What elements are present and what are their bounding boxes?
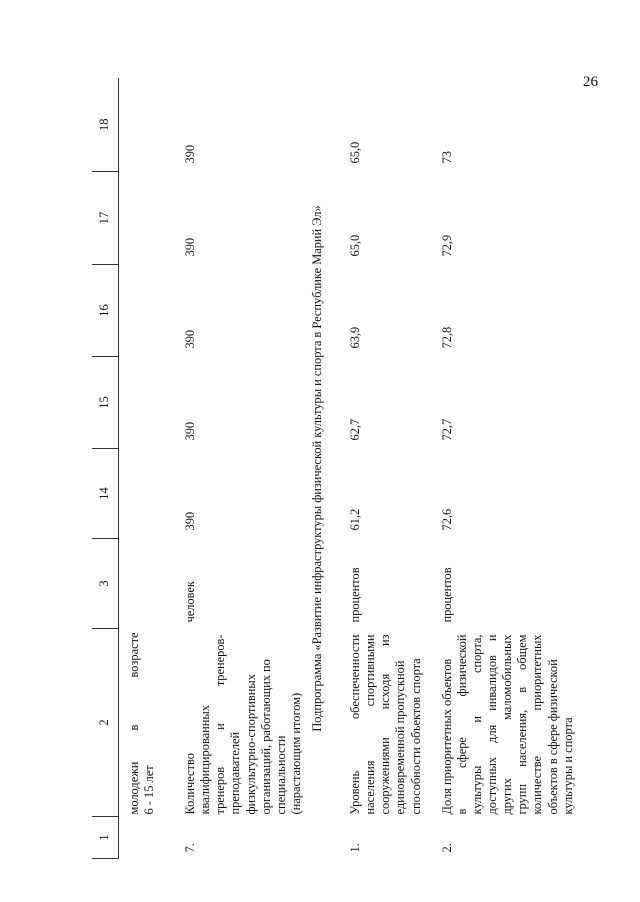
desc-line: групп населения, в общем — [515, 634, 530, 815]
header-col-14: 14 — [92, 449, 119, 539]
header-col-18: 18 — [92, 79, 119, 172]
desc-line: доступных для инвалидов и — [485, 634, 499, 815]
row-1-value-16: 63,9 — [348, 326, 362, 349]
continuation-word-2: в — [127, 724, 141, 731]
row-2-number: 2. — [439, 843, 454, 853]
continuation-line-2: 6 - 15 лет — [142, 765, 156, 815]
desc-line: культуры и спорта, — [469, 634, 484, 815]
subprogram-row — [304, 79, 336, 859]
row-1-value-17: 65,0 — [348, 234, 362, 257]
row-2-unit: процентов — [439, 567, 454, 623]
continuation-word-3: возрасте — [127, 632, 141, 678]
row-7-number: 7. — [183, 843, 197, 853]
table-row — [163, 79, 304, 859]
row-2-value-15: 72,7 — [439, 418, 454, 441]
header-col-17: 17 — [92, 172, 119, 265]
row-2-value-14: 72,6 — [439, 508, 454, 531]
row-1-value-14: 61,2 — [348, 508, 362, 531]
row-1-unit: процентов — [348, 567, 362, 623]
desc-line: сооружениями исходя из — [378, 634, 393, 815]
continuation-line-1: молодежи — [127, 761, 141, 815]
desc-line: организаций, работающих по — [258, 659, 273, 815]
table-row — [424, 79, 576, 859]
row-7-value-18: 390 — [183, 144, 197, 164]
row-1-value-18: 65,0 — [348, 141, 362, 164]
desc-line: других маломобильных — [500, 634, 515, 815]
row-7-value-16: 390 — [183, 329, 197, 349]
desc-line: физкультурно-спортивных — [243, 674, 258, 815]
header-col-2: 2 — [92, 629, 119, 817]
desc-line: в сфере физической — [454, 634, 469, 815]
row-1-value-15: 62,7 — [348, 418, 362, 441]
row-1-number: 1. — [348, 843, 362, 853]
desc-line: единовременной пропускной — [393, 660, 408, 815]
desc-line: специальности — [273, 735, 288, 815]
desc-line: Количество — [183, 753, 197, 815]
row-2-value-16: 72,8 — [439, 326, 454, 349]
row-2-description — [424, 629, 576, 817]
row-1-description — [336, 629, 424, 817]
header-col-3: 3 — [92, 539, 119, 629]
row-7-unit: человек — [183, 581, 197, 623]
row-7-value-17: 390 — [183, 237, 197, 257]
header-col-16: 16 — [92, 265, 119, 357]
rotated-table-container — [92, 79, 640, 859]
desc-line: Уровень обеспеченности — [348, 634, 362, 815]
row-7-value-14: 390 — [183, 511, 197, 531]
table-row-continuation — [119, 79, 164, 859]
desc-line: Доля приоритетных объектов — [439, 658, 454, 815]
row-7-value-15: 390 — [183, 421, 197, 441]
desc-line: культуры и спорта — [560, 717, 575, 815]
desc-line: способности объектов спорта — [408, 658, 423, 815]
table-header-row — [92, 79, 119, 859]
header-col-1: 1 — [92, 817, 119, 859]
desc-line: преподавателей — [228, 731, 243, 815]
row-2-value-18: 73 — [439, 151, 454, 164]
page-number: 26 — [583, 74, 598, 90]
table-row — [336, 79, 424, 859]
desc-line: населения спортивными — [363, 634, 378, 815]
desc-line: тренеров и тренеров- — [213, 634, 228, 815]
header-col-15: 15 — [92, 357, 119, 449]
row-7-description — [163, 629, 304, 817]
continuation-desc — [119, 629, 164, 817]
desc-line: квалифицированных — [198, 705, 213, 815]
row-2-value-17: 72,9 — [439, 234, 454, 257]
desc-line: количестве приоритетных — [530, 634, 545, 815]
indicator-table — [92, 79, 576, 860]
desc-line: (нарастающим итогом) — [288, 692, 303, 815]
subprogram-title: Подпрограмма «Развитие инфраструктуры физической культуры и спорта в Республике Марий Эл» — [310, 205, 324, 732]
desc-line: объектов в сфере физической — [545, 659, 560, 815]
